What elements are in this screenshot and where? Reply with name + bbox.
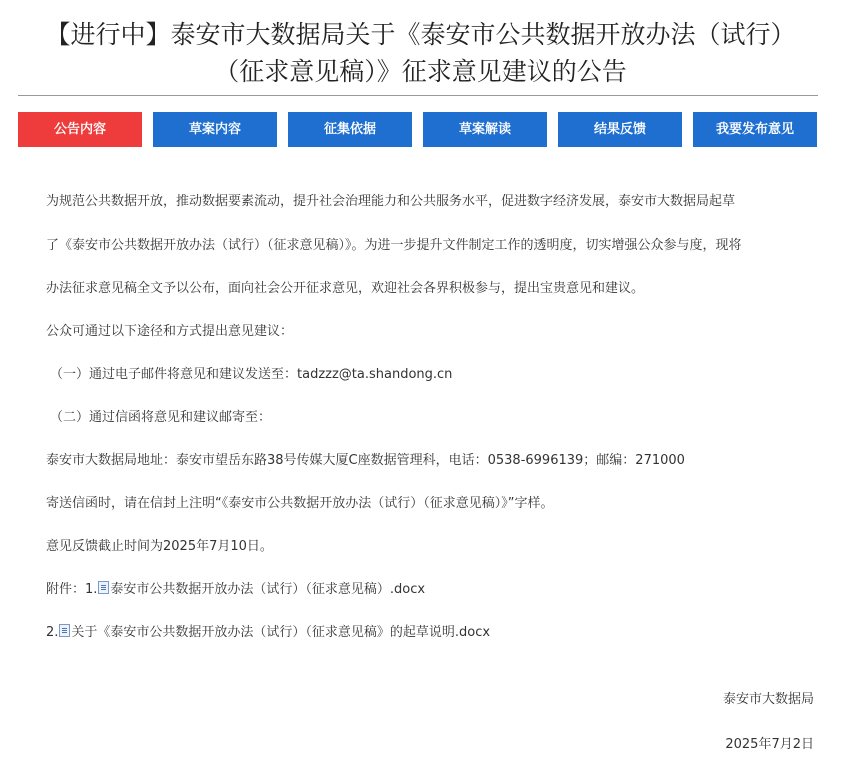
intro-line-2: 了《泰安市公共数据开放办法（试行）（征求意见稿）》。为进一步提升文件制定工作的透明度，切实增强公众参与度，现将	[46, 238, 742, 253]
channel-email: （一）通过电子邮件将意见和建议发送至：tadzzz@ta.shandong.cn	[50, 367, 453, 382]
attachment-number-2: 2.	[46, 625, 59, 640]
mailing-address: 泰安市大数据局地址：泰安市望岳东路38号传媒大厦C座数据管理科，电话：0538-6996139；邮编：271000	[46, 453, 685, 468]
page-title-line-2: （征求意见稿）》征求意见建议的公告	[214, 57, 627, 86]
envelope-note: 寄送信函时，请在信封上注明“《泰安市公共数据开放办法（试行）（征求意见稿）》”字样。	[46, 496, 554, 511]
tab-submit-opinion[interactable]: 我要发布意见	[693, 112, 817, 147]
channels-intro: 公众可通过以下途径和方式提出意见建议：	[46, 324, 294, 339]
page-title-line-1: 【进行中】泰安市大数据局关于《泰安市公共数据开放办法（试行）	[45, 20, 796, 49]
attachments-label: 附件：	[46, 582, 86, 597]
attachment-link-1[interactable]: 泰安市公共数据开放办法（试行）（征求意见稿）.docx	[110, 582, 426, 597]
word-doc-icon	[59, 624, 70, 637]
page-title	[20, 16, 821, 90]
word-doc-icon	[98, 581, 109, 594]
attachment-item-1	[46, 578, 425, 597]
tab-basis[interactable]: 征集依据	[288, 112, 412, 147]
tab-draft-content[interactable]: 草案内容	[153, 112, 277, 147]
tab-announcement[interactable]: 公告内容	[18, 112, 142, 147]
intro-line-1: 为规范公共数据开放，推动数据要素流动，提升社会治理能力和公共服务水平，促进数字经济发展，泰安市大数据局起草	[46, 194, 736, 209]
attachment-link-2[interactable]: 关于《泰安市公共数据开放办法（试行）（征求意见稿》的起草说明.docx	[71, 625, 491, 640]
signature-date: 2025年7月2日	[725, 737, 814, 752]
attachment-number-1: 1.	[85, 582, 98, 597]
signature-org: 泰安市大数据局	[722, 692, 814, 707]
intro-line-3: 办法征求意见稿全文予以公布，面向社会公开征求意见，欢迎社会各界积极参与，提出宝贵意见和建议。	[46, 281, 645, 296]
tab-interpretation[interactable]: 草案解读	[423, 112, 547, 147]
channel-mail: （二）通过信函将意见和建议邮寄至：	[50, 410, 272, 425]
title-divider	[18, 95, 818, 96]
tab-bar	[18, 112, 818, 147]
deadline-notice: 意见反馈截止时间为2025年7月10日。	[46, 539, 273, 554]
attachment-item-2	[46, 621, 490, 640]
tab-feedback-results[interactable]: 结果反馈	[558, 112, 682, 147]
